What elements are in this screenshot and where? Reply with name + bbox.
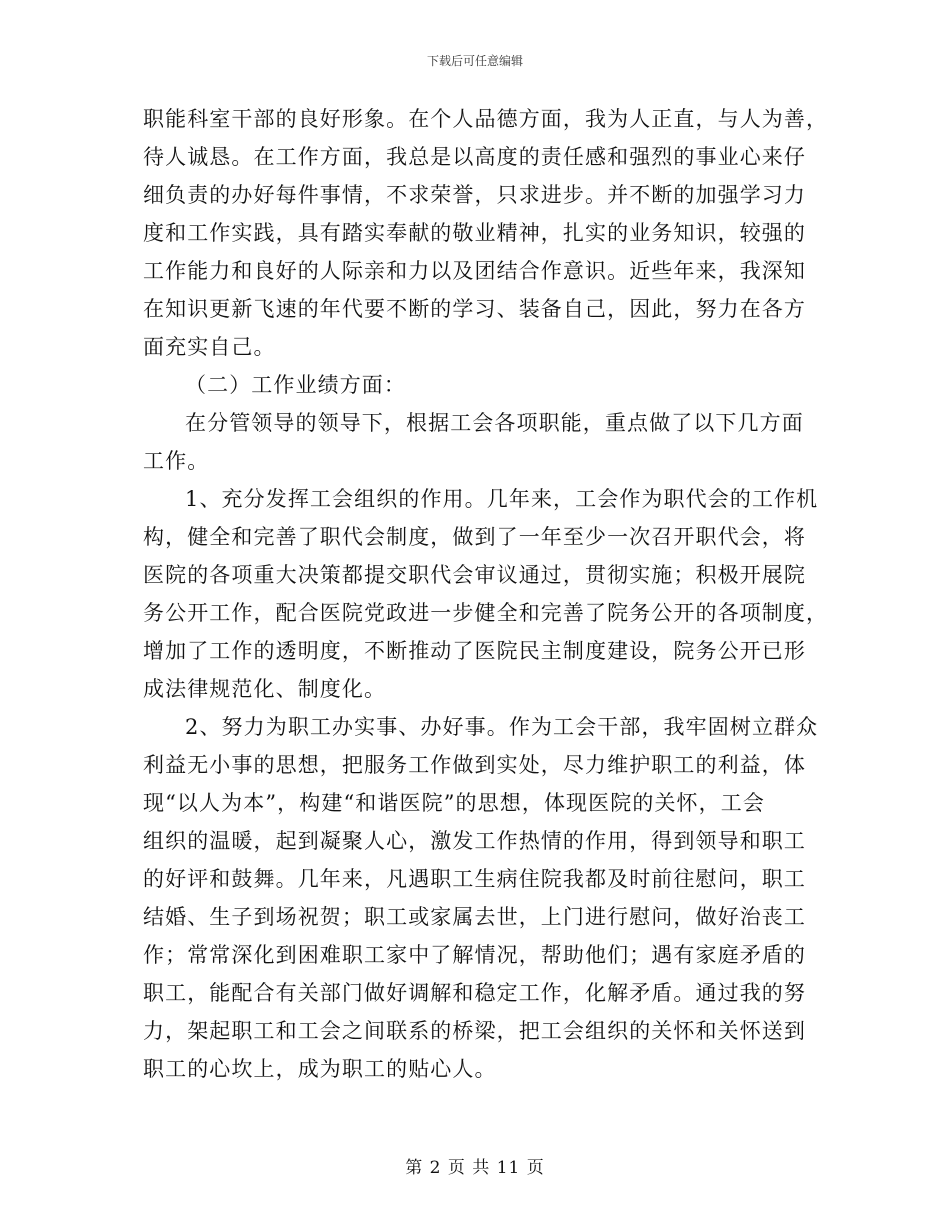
body-text-line: 度和工作实践，具有踏实奉献的敬业精神，扎实的业务知识，较强的 <box>143 221 806 245</box>
body-text-line: 作；常常深化到困难职工家中了解情况，帮助他们；遇有家庭矛盾的 <box>143 943 806 967</box>
body-text-line: 务公开工作，配合医院党政进一步健全和完善了院务公开的各项制度， <box>143 601 829 625</box>
body-text-line: 待人诚恳。在工作方面，我总是以高度的责任感和强烈的事业心来仔 <box>143 145 806 169</box>
body-text-line: 职工，能配合有关部门做好调解和稳定工作，化解矛盾。通过我的努 <box>143 981 806 1005</box>
body-text-line: 增加了工作的透明度，不断推动了医院民主制度建设，院务公开已形 <box>143 639 806 663</box>
body-text-line: 医院的各项重大决策都提交职代会审议通过，贯彻实施；积极开展院 <box>143 563 806 587</box>
body-text-line: 力，架起职工和工会之间联系的桥梁，把工会组织的关怀和关怀送到 <box>143 1019 806 1043</box>
body-text-line: 面充实自己。 <box>143 335 276 359</box>
document-body <box>143 100 829 1088</box>
body-text-line: 利益无小事的思想，把服务工作做到实处，尽力维护职工的利益，体 <box>143 753 806 777</box>
body-text-line: 1、充分发挥工会组织的作用。几年来，工会作为职代会的工作机 <box>185 487 819 511</box>
body-text-line: 在知识更新飞速的年代要不断的学习、装备自己，因此，努力在各方 <box>143 297 806 321</box>
body-text-line: 组织的温暖，起到凝聚人心，激发工作热情的作用，得到领导和职工 <box>143 829 806 853</box>
body-text-line: 2、努力为职工办实事、办好事。作为工会干部，我牢固树立群众 <box>185 715 819 739</box>
body-text-line: 在分管领导的领导下，根据工会各项职能，重点做了以下几方面 <box>185 411 804 435</box>
header-note: 下载后可任意编辑 <box>426 54 523 68</box>
body-text-line: 工作能力和良好的人际亲和力以及团结合作意识。近些年来，我深知 <box>143 259 806 283</box>
body-text-line: 职工的心坎上，成为职工的贴心人。 <box>143 1057 497 1081</box>
body-text-line: 构，健全和完善了职代会制度，做到了一年至少一次召开职代会，将 <box>143 525 806 549</box>
page-number-footer: 第 2 页 共 11 页 <box>405 1158 545 1178</box>
body-text-line: 细负责的办好每件事情，不求荣誉，只求进步。并不断的加强学习力 <box>143 183 806 207</box>
body-text-line: 职能科室干部的良好形象。在个人品德方面，我为人正直，与人为善， <box>143 107 829 131</box>
body-text-line: 现“以人为本”，构建“和谐医院”的思想，体现医院的关怀，工会 <box>143 791 765 815</box>
body-text-line: 工作。 <box>143 449 210 473</box>
body-text-line: （二）工作业绩方面： <box>185 373 406 397</box>
body-text-line: 的好评和鼓舞。几年来，凡遇职工生病住院我都及时前往慰问，职工 <box>143 867 806 891</box>
body-text-line: 结婚、生子到场祝贺；职工或家属去世，上门进行慰问，做好治丧工 <box>143 905 806 929</box>
body-text-line: 成法律规范化、制度化。 <box>143 677 387 701</box>
